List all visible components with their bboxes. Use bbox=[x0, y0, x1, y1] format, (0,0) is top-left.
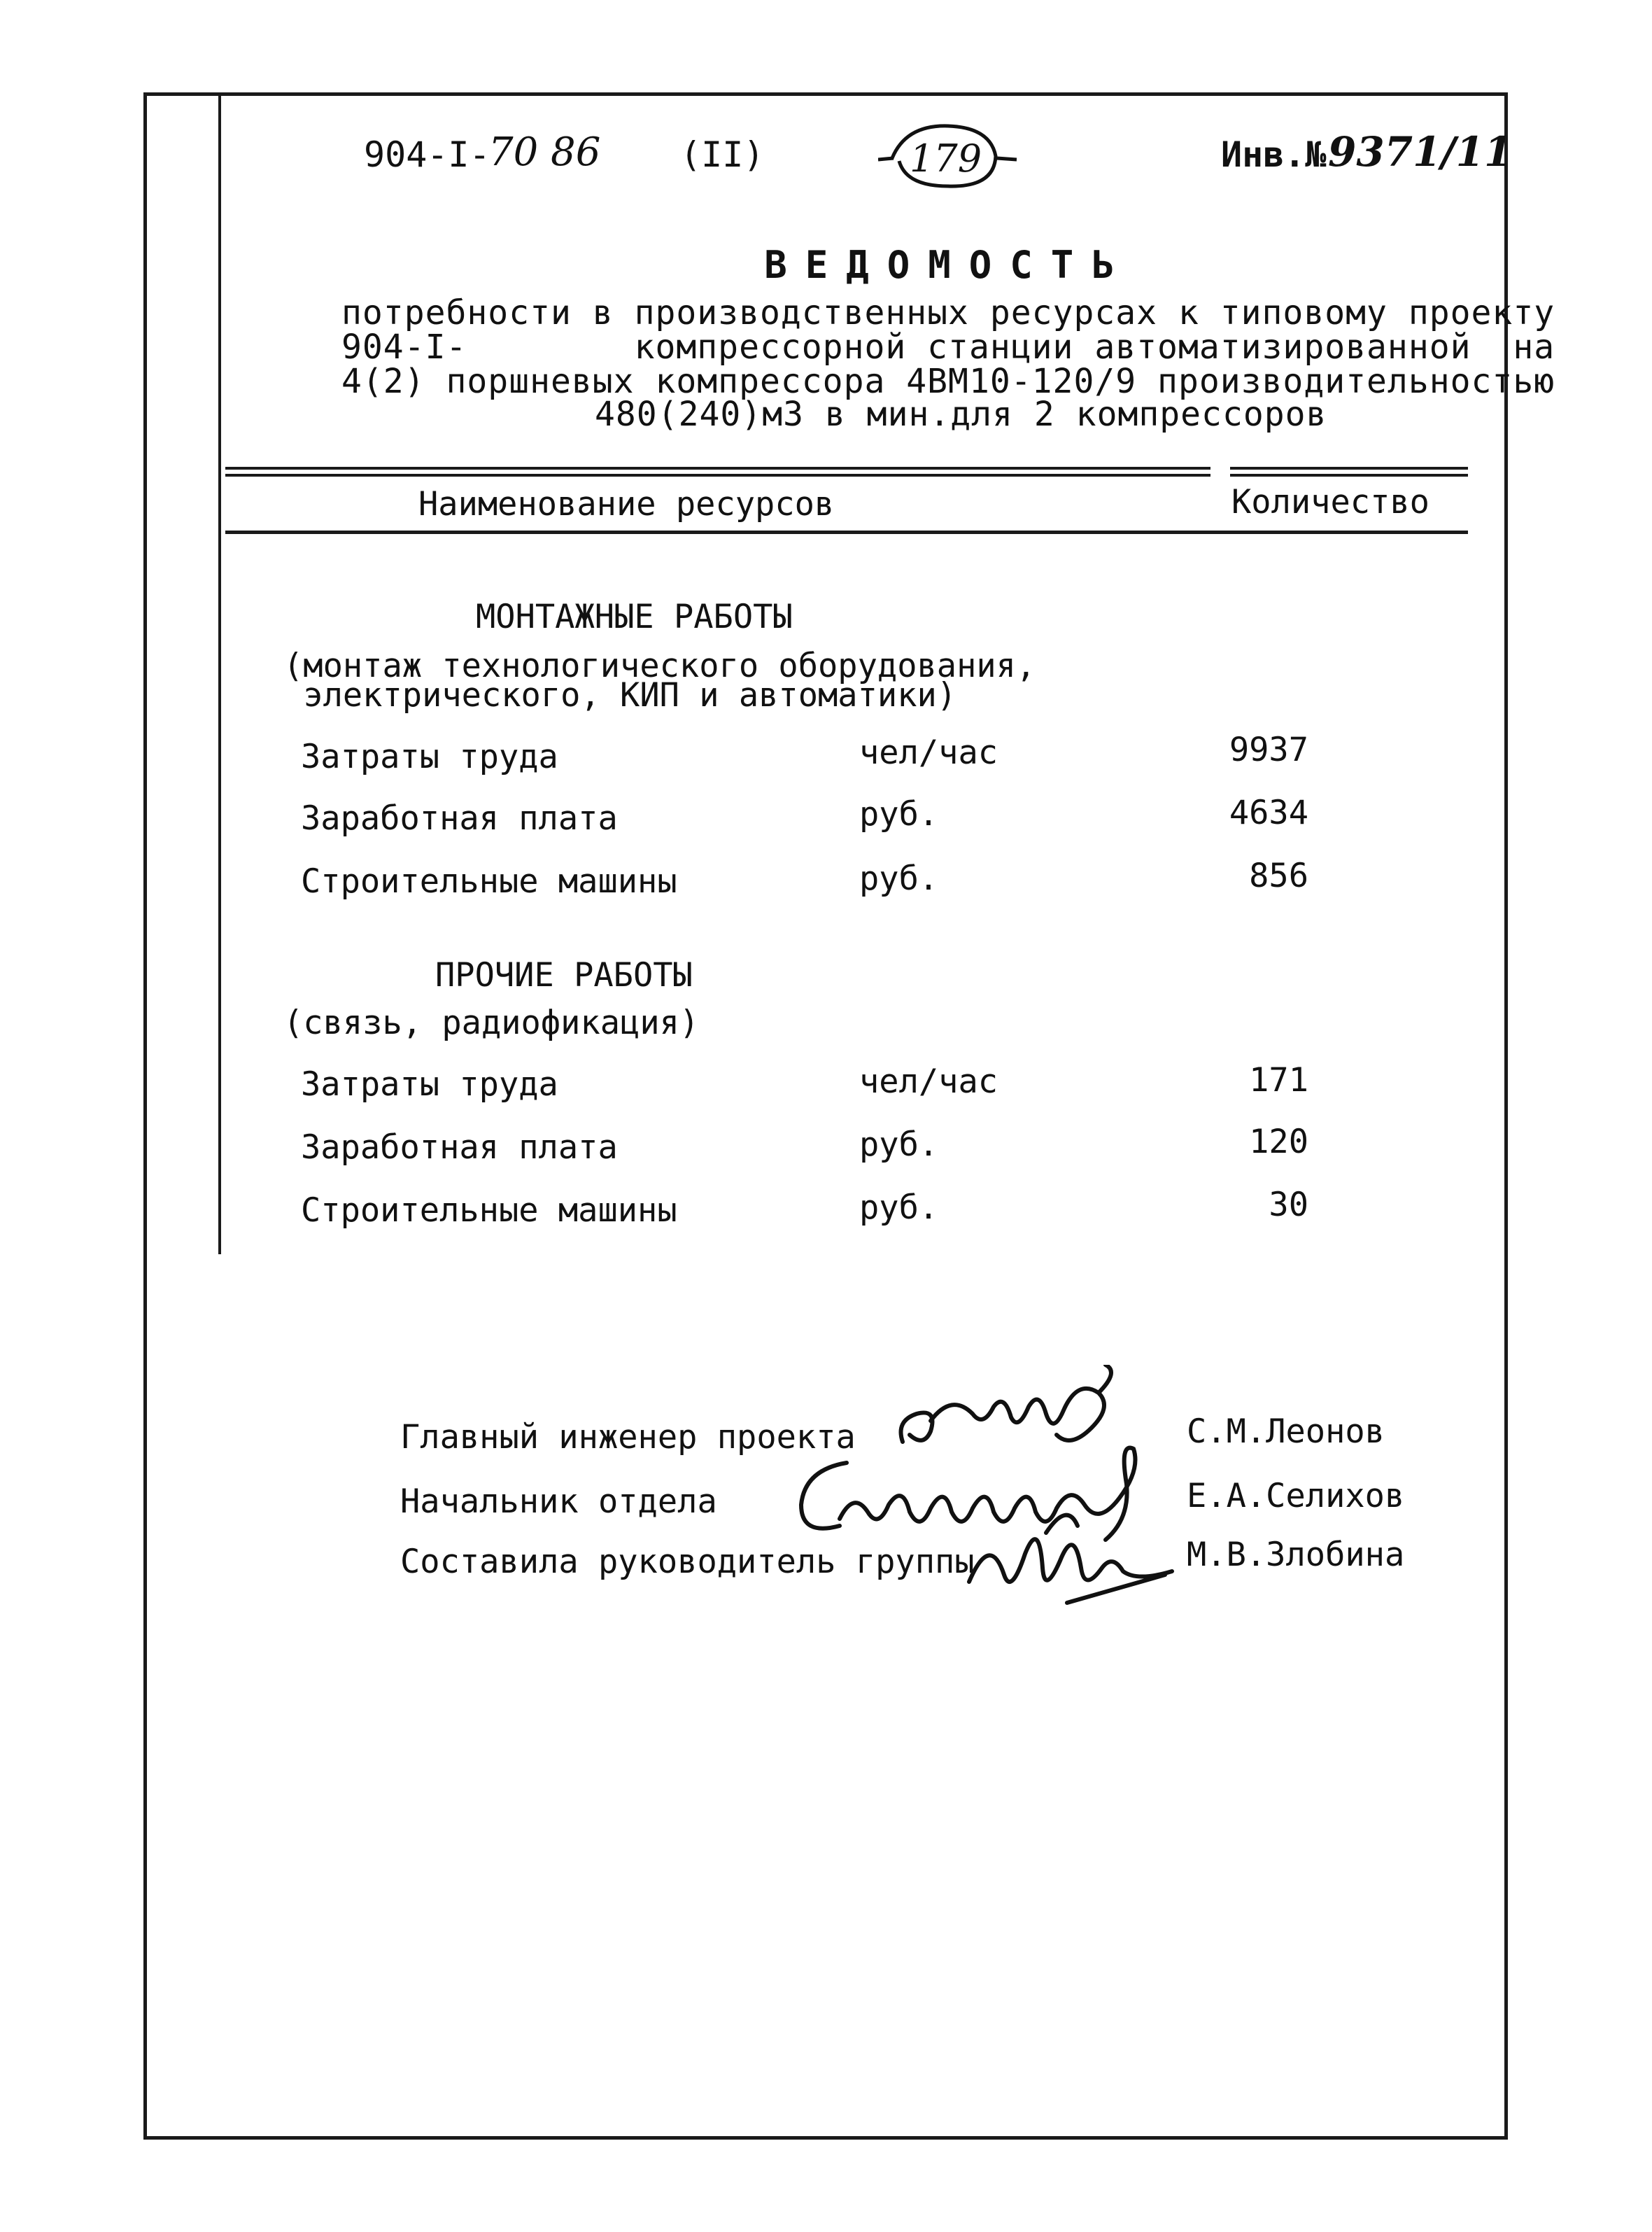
document-title: ВЕДОМОСТЬ bbox=[764, 243, 1133, 287]
subtitle-line-3: 4(2) поршневых компрессора 4ВМ10-120/9 производительностью bbox=[341, 362, 1555, 401]
section-note-line: электрического, КИП и автоматики) bbox=[283, 676, 957, 715]
row-value: 9937 bbox=[1229, 731, 1308, 769]
table-top-rule-right bbox=[1230, 467, 1468, 470]
table-header-bottom-rule bbox=[225, 531, 1468, 534]
row-unit: чел/час bbox=[859, 734, 998, 772]
row-value: 30 bbox=[1269, 1186, 1308, 1224]
doc-code: 904-I- bbox=[364, 134, 490, 175]
section-heading-installation: МОНТАЖНЫЕ РАБОТЫ bbox=[476, 598, 793, 636]
frame-top-border bbox=[143, 92, 1508, 96]
row-value: 4634 bbox=[1229, 794, 1308, 832]
signature-role: Главный инженер проекта bbox=[400, 1418, 856, 1457]
handwritten-signature-3 bbox=[962, 1505, 1193, 1610]
table-top-rule-left bbox=[225, 467, 1210, 470]
signature-role: Составила руководитель группы bbox=[400, 1543, 975, 1581]
signature-name: М.В.Злобина bbox=[1187, 1536, 1405, 1574]
row-unit: руб. bbox=[859, 1188, 939, 1227]
row-name: Затраты труда bbox=[301, 738, 558, 776]
column-header-quantity: Количество bbox=[1231, 483, 1429, 521]
frame-left-border bbox=[143, 92, 147, 2136]
row-name: Строительные машины bbox=[301, 1191, 677, 1230]
column-header-name: Наименование ресурсов bbox=[418, 485, 835, 524]
row-value: 856 bbox=[1249, 857, 1308, 895]
row-value: 120 bbox=[1249, 1123, 1308, 1161]
subtitle-line-4: 480(240)м3 в мин.для 2 компрессоров bbox=[595, 395, 1327, 434]
row-name: Заработная плата bbox=[301, 799, 618, 838]
row-unit: руб. bbox=[859, 859, 939, 898]
frame-bottom-border bbox=[143, 2136, 1508, 2140]
row-unit: руб. bbox=[859, 795, 939, 834]
row-value: 171 bbox=[1249, 1061, 1308, 1100]
inventory-number: 9371/11 bbox=[1328, 128, 1513, 176]
row-name: Затраты труда bbox=[301, 1065, 558, 1104]
signature-role: Начальник отдела bbox=[400, 1482, 717, 1521]
signature-name: С.М.Леонов bbox=[1187, 1412, 1385, 1451]
row-unit: чел/час bbox=[859, 1062, 998, 1101]
row-unit: руб. bbox=[859, 1125, 939, 1164]
section-note-line: (монтаж технологического оборудования, bbox=[283, 647, 1036, 685]
row-name: Заработная плата bbox=[301, 1128, 618, 1167]
subtitle-line-1: потребности в производственных ресурсах к типовому проекту bbox=[341, 293, 1555, 332]
page-number: 179 bbox=[910, 136, 982, 181]
section-heading-other: ПРОЧИЕ РАБОТЫ bbox=[435, 956, 693, 995]
part-number: (II) bbox=[680, 134, 765, 175]
subtitle-line-2: 904-I- компрессорной станции автоматизированной на bbox=[341, 328, 1555, 367]
signature-name: Е.А.Селихов bbox=[1187, 1477, 1405, 1515]
doc-code-handwritten: 70 86 bbox=[488, 129, 601, 175]
section-note-line: (связь, радиофикация) bbox=[283, 1004, 700, 1042]
row-name: Строительные машины bbox=[301, 862, 677, 901]
inventory-label: Инв.№ bbox=[1221, 134, 1327, 175]
